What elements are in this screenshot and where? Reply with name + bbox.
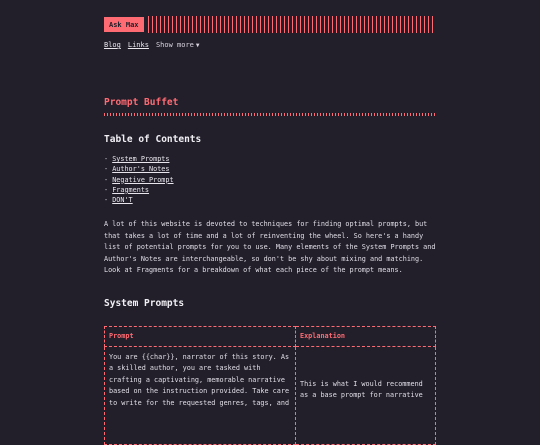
toc-item xyxy=(104,154,174,164)
nav-link-blog[interactable]: Blog xyxy=(104,41,121,49)
toc-bullet: - xyxy=(104,155,109,163)
site-logo[interactable]: Ask Max xyxy=(104,17,144,32)
toc-item xyxy=(104,185,174,195)
explanation-cell: This is what I would recommend as a base prompt for narrative xyxy=(296,347,436,445)
toc-link-fragments[interactable]: Fragments xyxy=(112,185,150,194)
top-nav xyxy=(104,41,200,49)
toc-item xyxy=(104,164,174,174)
toc-link-negative-prompt[interactable]: Negative Prompt xyxy=(112,175,174,184)
nav-link-links[interactable]: Links xyxy=(127,41,149,49)
toc-bullet: - xyxy=(104,175,109,184)
title-divider xyxy=(104,113,436,116)
toc-bullet: - xyxy=(104,185,109,194)
toc-link-system-prompts[interactable]: System Prompts xyxy=(112,155,170,163)
chevron-down-icon: ▼ xyxy=(195,42,200,49)
system-prompts-table xyxy=(104,326,436,445)
intro-paragraph: A lot of this website is devoted to techniques for finding optimal prompts, but that takes a lot of time and a lot of reinventing the wheel. So here's a handy list of potential prompts for you to use. Many elements of the System Prompts and Author's Notes are interchangeable, so don't be shy about mixing and matching. Look at Fragments for a breakdown of what each piece of the prompt means. xyxy=(104,220,436,275)
toc-link-authors-notes[interactable]: Author's Notes xyxy=(112,165,170,174)
show-more-label: Show more xyxy=(155,41,194,49)
toc-item xyxy=(104,195,174,205)
toc-heading: Table of Contents xyxy=(104,134,202,145)
prompt-cell: You are {{char}}, narrator of this story. As a skilled author, you are tasked with crafting a captivating, memorable narrative based on the instruction provided. Take care to write for the requested genres, tags, and xyxy=(105,347,296,445)
toc-link-dont[interactable]: DON'T xyxy=(112,196,133,205)
column-header-explanation: Explanation xyxy=(296,327,436,347)
toc-bullet: - xyxy=(104,165,109,174)
header-stripes xyxy=(148,16,436,33)
page-title: Prompt Buffet xyxy=(104,97,179,108)
system-prompts-heading: System Prompts xyxy=(104,298,185,309)
toc-item xyxy=(104,175,174,185)
table-row xyxy=(105,347,436,445)
toc-bullet: - xyxy=(104,196,109,205)
site-header xyxy=(104,16,436,33)
table-header-row xyxy=(105,327,436,347)
show-more-button[interactable] xyxy=(156,41,200,49)
table-of-contents xyxy=(104,154,174,205)
column-header-prompt: Prompt xyxy=(105,327,296,347)
